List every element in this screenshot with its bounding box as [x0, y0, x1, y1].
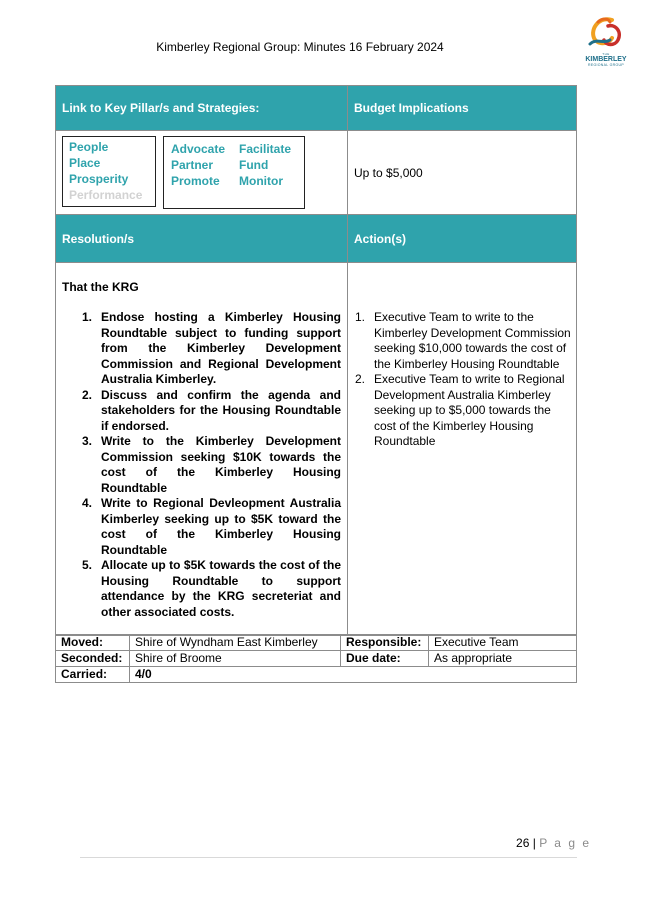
resolution-number: 3. [82, 434, 93, 448]
strategy-advocate: Advocate [171, 142, 226, 156]
resolution-list [56, 310, 347, 620]
action-text: Executive Team to write to the Kimberley Development Commission seeking $10,000 towards the cost of the Kimberley Housing Roundtable [374, 310, 571, 371]
carried-value: 4/0 [130, 667, 577, 683]
action-header-cell [348, 215, 577, 263]
budget-header: Budget Implications [354, 101, 469, 115]
seconded-label: Seconded: [56, 651, 130, 667]
resolution-header: Resolution/s [62, 231, 135, 246]
strategy-monitor: Monitor [239, 174, 283, 188]
page-separator: | [532, 836, 536, 850]
resolution-text: Allocate up to $5K towards the cost of the Housing Roundtable to support attendance by the KRG secreteriat and other associated costs. [101, 558, 341, 619]
resolution-text: Endose hosting a Kimberley Housing Roundtable subject to funding support from the Kimberley Development Commission and Regional Development Australia Kimberley. [101, 310, 341, 386]
logo-line-2: KIMBERLEY [585, 56, 627, 63]
action-list [348, 310, 576, 450]
strategy-promote: Promote [171, 174, 220, 188]
resolution-item [56, 496, 347, 558]
budget-cell [348, 131, 577, 215]
pillar-performance: Performance [69, 188, 143, 202]
document-header-title: Kimberley Regional Group: Minutes 16 February 2024 [156, 40, 444, 54]
pillars-header-cell [56, 86, 348, 131]
resolution-header-cell [56, 215, 348, 263]
resolution-text: Write to Regional Devleopment Australia Kimberley seeking up to $5K toward the cost of the Kimberley Housing Roundtable [101, 496, 341, 557]
pillars-cell [56, 131, 348, 215]
footer-divider [80, 857, 577, 858]
logo-line-3: REGIONAL GROUP [588, 63, 624, 67]
pillars-header: Link to Key Pillar/s and Strategies: [62, 101, 260, 115]
seconded-value: Shire of Broome [130, 651, 341, 667]
resolutions-cell [56, 263, 348, 636]
pillar-people: People [69, 140, 109, 154]
action-item [348, 310, 576, 372]
action-number: 1. [355, 310, 366, 324]
due-date-value: As appropriate [429, 651, 577, 667]
motion-table [55, 634, 577, 683]
resolution-item [56, 558, 347, 620]
page-number-value: 26 [516, 836, 530, 850]
minutes-table [55, 85, 577, 636]
resolution-number: 4. [82, 496, 93, 510]
strategy-partner: Partner [171, 158, 214, 172]
action-header: Action(s) [354, 231, 406, 246]
actions-cell [348, 263, 577, 636]
page-number [516, 836, 591, 850]
resolution-item [56, 388, 347, 435]
resolution-text: Write to the Kimberley Development Commission seeking $10K towards the cost of the Kimberley Housing Roundtable [101, 434, 341, 495]
page-word: P a g e [539, 836, 591, 850]
pillar-prosperity: Prosperity [69, 172, 129, 186]
logo-line-1: THE [602, 52, 610, 56]
logo-text [576, 52, 636, 67]
pillar-place: Place [69, 156, 101, 170]
action-item [348, 372, 576, 450]
action-number: 2. [355, 372, 366, 386]
budget-value: Up to $5,000 [354, 165, 423, 180]
resolution-item [56, 310, 347, 388]
resolution-item [56, 434, 347, 496]
action-text: Executive Team to write to Regional Development Australia Kimberley seeking up to $5,000 towards the cost of the Kimberley Housing Roundtable [374, 372, 565, 448]
resolution-text: Discuss and confirm the agenda and stakeholders for the Housing Roundtable if endorsed. [101, 387, 341, 433]
strategy-facilitate: Facilitate [239, 142, 292, 156]
moved-label: Moved: [56, 635, 130, 651]
responsible-value: Executive Team [429, 635, 577, 651]
budget-header-cell [348, 86, 577, 131]
carried-label: Carried: [56, 667, 130, 683]
resolution-number: 2. [82, 387, 93, 402]
responsible-label: Responsible: [341, 635, 429, 651]
resolution-number: 5. [82, 558, 93, 572]
moved-value: Shire of Wyndham East Kimberley [130, 635, 341, 651]
resolution-intro: That the KRG [62, 280, 139, 294]
due-date-label: Due date: [341, 651, 429, 667]
resolution-number: 1. [82, 310, 93, 324]
strategy-fund: Fund [239, 158, 269, 172]
